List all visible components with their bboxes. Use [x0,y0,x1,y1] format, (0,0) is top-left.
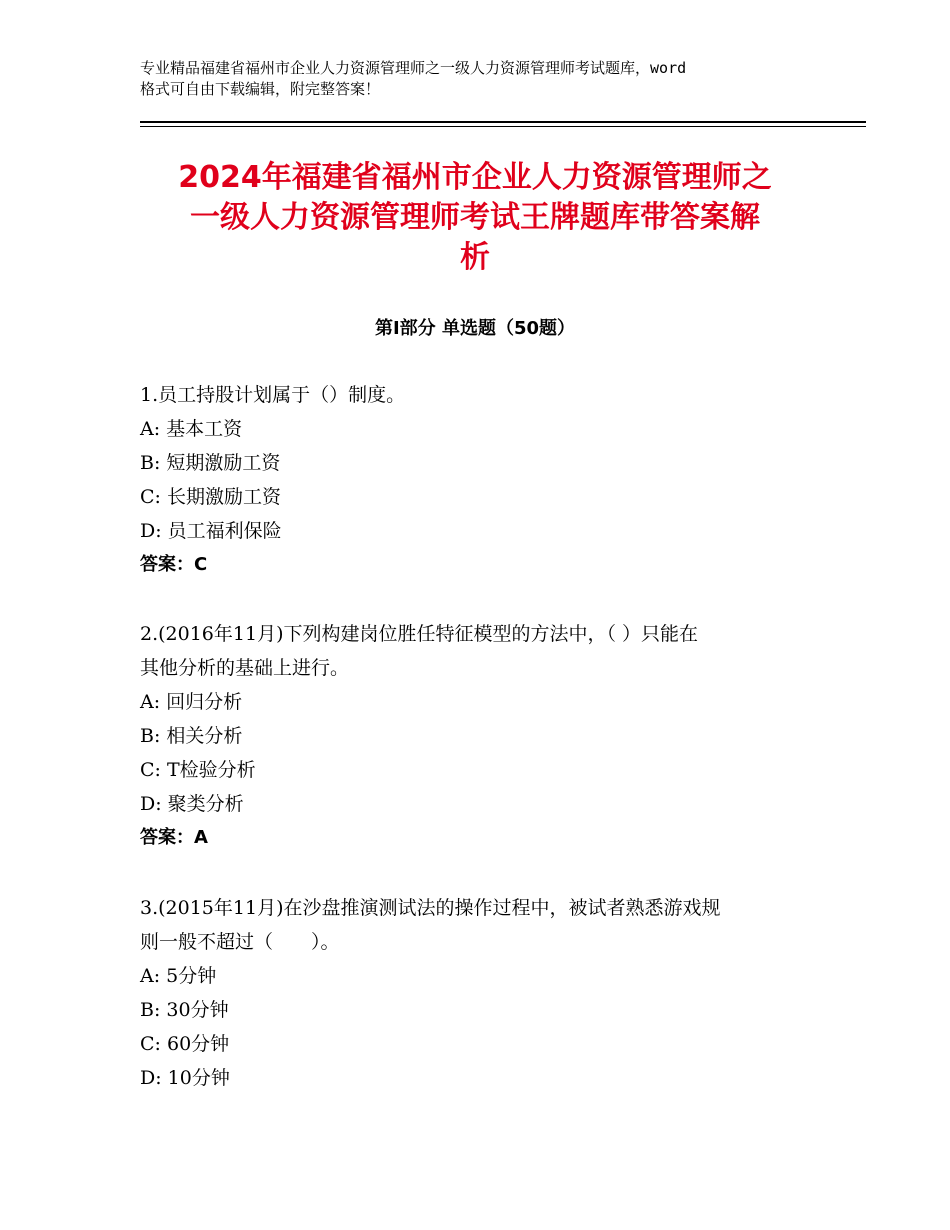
option-d: D: 员工福利保险 [140,520,282,542]
option-d: D: 10分钟 [140,1067,230,1089]
option-c: C: T检验分析 [140,759,256,781]
title-line-2: 一级人力资源管理师考试王牌题库带答案解 [190,200,760,235]
question-stem: 2.(2016年11月)下列构建岗位胜任特征模型的方法中，（ ）只能在 [140,623,699,645]
answer: 答案：C [140,554,208,575]
option-b: B: 30分钟 [140,999,229,1021]
title-line-3: 析 [460,240,490,275]
option-c: C: 长期激励工资 [140,486,281,508]
option-a: A: 5分钟 [140,965,217,987]
option-a: A: 基本工资 [140,418,243,440]
question-1 [140,378,810,582]
question-3 [140,891,810,1095]
question-stem: 1.员工持股计划属于（）制度。 [140,384,406,406]
question-2 [140,617,810,855]
header-note-line-1: 专业精品福建省福州市企业人力资源管理师之一级人力资源管理师考试题库，word [140,59,687,77]
question-stem: 3.(2015年11月)在沙盘推演测试法的操作过程中，被试者熟悉游戏规 [140,897,721,919]
header-rule-thin [140,126,866,127]
question-stem-continued: 则一般不超过（ ）。 [140,931,340,953]
header-note-line-2: 格式可自由下载编辑，附完整答案！ [140,80,381,98]
option-b: B: 相关分析 [140,725,243,747]
option-b: B: 短期激励工资 [140,452,281,474]
option-d: D: 聚类分析 [140,793,244,815]
header-rule-thick [140,121,866,123]
answer: 答案：A [140,827,208,848]
option-a: A: 回归分析 [140,691,243,713]
section-title: 第Ⅰ部分 单选题（50题） [374,318,575,339]
question-stem-continued: 其他分析的基础上进行。 [140,657,350,679]
option-c: C: 60分钟 [140,1033,230,1055]
title-line-1: 2024年福建省福州市企业人力资源管理师之 [178,160,772,195]
header-note [140,58,830,100]
document-title [140,158,810,278]
